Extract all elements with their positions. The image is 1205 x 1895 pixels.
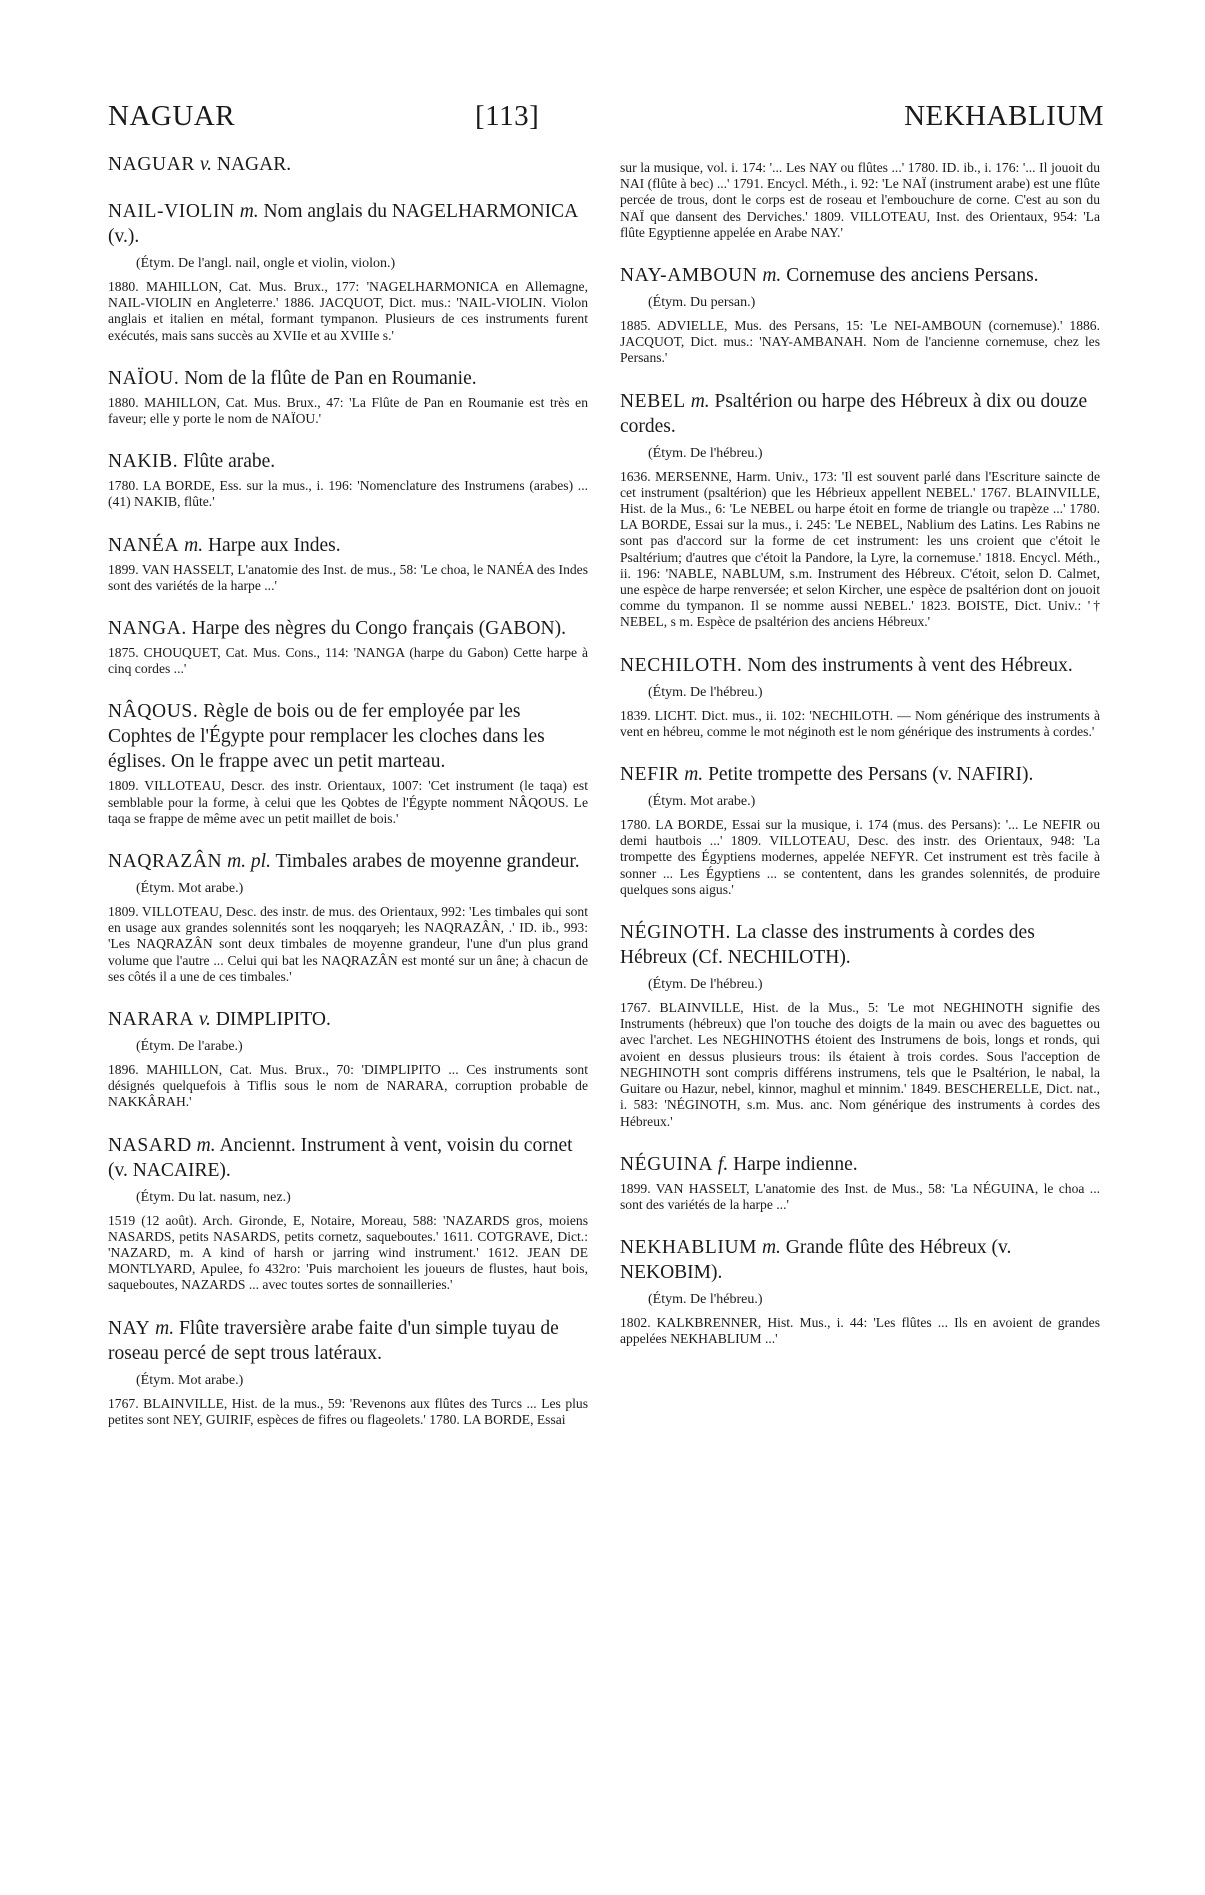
entry-spacer xyxy=(620,740,1100,762)
entry-heading xyxy=(108,1007,588,1032)
definition: Flûte arabe. xyxy=(183,451,276,473)
part-of-speech: v. xyxy=(199,154,212,175)
part-of-speech: m. xyxy=(239,201,259,222)
entry-heading xyxy=(620,1235,1100,1285)
etymology: (Étym. Du persan.) xyxy=(648,295,756,311)
dictionary-entry xyxy=(108,366,588,427)
entry-heading xyxy=(108,152,588,177)
entry-heading xyxy=(108,849,588,874)
citations: 1780. LA BORDE, Ess. sur la mus., i. 196: 'Nomenclature des Instrumens (arabes) ... (41) NAKIB, flûte.' xyxy=(108,478,588,510)
entry-heading xyxy=(108,449,588,474)
part-of-speech: v. xyxy=(198,1009,211,1031)
dictionary-entry xyxy=(108,449,588,510)
dictionary-entry xyxy=(108,152,588,177)
citations: 1880. MAHILLON, Cat. Mus. Brux., 177: 'NAGELHARMONICA en Allemagne, NAIL-VIOLIN en Angleterre.' 1886. JACQUOT, Dict. mus.: 'NAIL-VIOLIN. Violon anglais et italien en métal, formant tympanon. Plusieurs de ces instruments furent exécutés, mais sans succès au XVIIe et au XVIIIe s.' xyxy=(108,279,588,343)
dictionary-entry xyxy=(108,199,588,344)
entry-heading xyxy=(620,389,1100,439)
definition: La classe des instruments à cordes des Hébreux (Cf. NECHILOTH). xyxy=(620,922,1035,969)
entry-heading xyxy=(620,263,1100,288)
entry-heading xyxy=(108,616,588,641)
headword: NAÏOU. xyxy=(108,367,180,389)
citations: 1809. VILLOTEAU, Descr. des instr. Orientaux, 1007: 'Cet instrument (le taqa) est semblable pour la forme, à celui que les Qobtes de l'Égypte nomment NÂQOUS. Le taqa se frappe de même avec un petit maillet de bois.' xyxy=(108,778,588,826)
dictionary-entry xyxy=(108,1133,588,1294)
part-of-speech: m. xyxy=(196,1134,216,1156)
dictionary-entry xyxy=(108,533,588,594)
dictionary-entry xyxy=(620,653,1100,740)
definition: Timbales arabes de moyenne grandeur. xyxy=(275,851,580,873)
definition: DIMPLIPITO. xyxy=(215,1009,331,1031)
headword: NAY-AMBOUN xyxy=(620,265,758,287)
definition: Grande flûte des Hébreux (v. NEKOBIM). xyxy=(620,1237,1012,1284)
part-of-speech: f. xyxy=(717,1153,729,1175)
etymology: (Étym. De l'hébreu.) xyxy=(648,1292,763,1308)
etymology: (Étym. Mot arabe.) xyxy=(648,794,756,810)
running-header xyxy=(108,100,1108,144)
dictionary-entry xyxy=(620,1235,1100,1347)
headword: NEKHABLIUM xyxy=(620,1237,758,1259)
headword: NEBEL xyxy=(620,390,686,412)
citations: 1802. KALKBRENNER, Hist. Mus., i. 44: 'Les flûtes ... Ils en avoient de grandes appelées NEKHABLIUM ...' xyxy=(620,1315,1100,1347)
entry-heading xyxy=(108,699,588,774)
headword: NAY xyxy=(108,1317,151,1339)
dictionary-entry xyxy=(108,1316,588,1428)
etymology: (Étym. De l'hébreu.) xyxy=(648,445,763,461)
part-of-speech: m. xyxy=(690,390,710,412)
headword: NÉGINOTH. xyxy=(620,922,732,944)
definition: Harpe des nègres du Congo français (GABON). xyxy=(191,618,566,640)
headword: NAKIB. xyxy=(108,451,179,473)
dictionary-entry xyxy=(108,849,588,985)
definition: Anciennt. Instrument à vent, voisin du cornet (v. NACAIRE). xyxy=(108,1134,573,1181)
headword: NAQRAZÂN xyxy=(108,851,223,873)
etymology: (Étym. De l'arabe.) xyxy=(136,1039,243,1055)
definition: Nom des instruments à vent des Hébreux. xyxy=(747,654,1073,676)
citations: 1780. LA BORDE, Essai sur la musique, i. 174 (mus. des Persans): '... Le NEFIR ou demi hautbois ...' 1809. VILLOTEAU, Desc. des instr. des Orientaux, 948: 'La trompette des Égyptiens modernes, appelée NEFYR. Cet instrument est très facile à sonner ... Les Égyptiens ... se contentent, dans les grandes solennités, de produire quelques sons aigus.' xyxy=(620,817,1100,897)
header-right-guide: NEKHABLIUM xyxy=(904,100,1104,132)
entry-heading xyxy=(620,762,1100,787)
citations: sur la musique, vol. i. 174: '... Les NAY ou flûtes ...' 1780. ID. ib., i. 176: '... Il jouoit du NAI (flûte à bec) ...' 1791. Encycl. Méth., i. 92: 'Le NAÏ (instrument arabe) est une flûte percée de trous, dont le corps est de roseau et l'embouchure de corne. C'est au son du NAÏ que dansent des Derviches.' 1809. VILLOTEAU, Inst. des Orientaux, 954: 'La flûte Egyptienne appelée en Arabe NAY.' xyxy=(620,160,1100,240)
entry-spacer xyxy=(108,344,588,366)
left-column xyxy=(108,152,588,1428)
etymology: (Étym. De l'hébreu.) xyxy=(648,684,763,700)
entry-spacer xyxy=(620,1213,1100,1235)
citations: 1767. BLAINVILLE, Hist. de la Mus., 5: 'Le mot NEGHINOTH signifie des Instruments (hébreux) que l'on touche des doigts de la main ou avec des baguettes ou avec l'archet. Les NEGHINOTHS étoient des Instrumens de bois, longs et ronds, qui avoient en dessus plusieurs trous: ils étaient à trois cordes. Sous l'acception de NEGHINOTH sont compris différens instrumens, tels que le Psaltérion, le nabal, la Guitare ou Hazur, nebel, kinnor, maghul et minnim.' 1849. BESCHERELLE, Dict. nat., i. 583: 'NÉGINOTH, s.m. Mus. anc. Nom générique des instruments à cordes des Hébreux.' xyxy=(620,1000,1100,1129)
headword: NANÉA xyxy=(108,534,180,556)
citations: 1896. MAHILLON, Cat. Mus. Brux., 70: 'DIMPLIPITO ... Ces instruments sont désignés quelquefois à Tiflis sous le nom de NARARA, corruption probable de NAKKÂRAH.' xyxy=(108,1062,588,1110)
entry-heading xyxy=(108,199,588,249)
definition: Petite trompette des Persans (v. NAFIRI). xyxy=(708,764,1034,786)
etymology: (Étym. Du lat. nasum, nez.) xyxy=(136,1189,291,1205)
definition: Cornemuse des anciens Persans. xyxy=(786,265,1039,287)
headword: NASARD xyxy=(108,1134,192,1156)
entry-heading xyxy=(620,1152,1100,1177)
definition: Règle de bois ou de fer employée par les Cophtes de l'Égypte pour remplacer les cloches dans les églises. On le frappe avec un petit marteau. xyxy=(108,701,545,773)
definition: Harpe aux Indes. xyxy=(207,534,341,556)
part-of-speech: m. xyxy=(684,764,704,786)
citations: 1899. VAN HASSELT, L'anatomie des Inst. de mus., 58: 'Le choa, le NANÉA des Indes sont des variétés de la harpe ...' xyxy=(108,561,588,593)
part-of-speech: m. pl. xyxy=(227,851,271,873)
etymology: (Étym. Mot arabe.) xyxy=(136,1372,244,1388)
entry-spacer xyxy=(620,631,1100,653)
entry-spacer xyxy=(620,367,1100,389)
definition: Psaltérion ou harpe des Hébreux à dix ou douze cordes. xyxy=(620,390,1088,437)
citations: 1767. BLAINVILLE, Hist. de la mus., 59: 'Revenons aux flûtes des Turcs ... Les plus petites sont NEY, GUIRIF, espèces de fifres ou flageolets.' 1780. LA BORDE, Essai xyxy=(108,1395,588,1427)
dictionary-entry xyxy=(108,616,588,677)
dictionary-entry xyxy=(620,762,1100,898)
entry-heading xyxy=(108,1133,588,1183)
entry-spacer xyxy=(108,827,588,849)
part-of-speech: m. xyxy=(762,265,782,287)
entry-heading xyxy=(620,653,1100,678)
dictionary-entry xyxy=(620,263,1100,367)
citations: 1519 (12 août). Arch. Gironde, E, Notaire, Moreau, 588: 'NAZARDS gros, moiens NASARDS, petits NASARDS, petits cornetz, saqueboutes.' 1611. COTGRAVE, Dict.: 'NAZARD, m. A kind of harsh or jarring wind instrument.' 1612. JEAN DE MONTLYARD, Apulee, fo 432ro: 'Puis marchoient les joueurs de flustes, haut bois, saqueboutes, NAZARDS ... avec toutes sortes de sonnailleries.' xyxy=(108,1212,588,1293)
entry-spacer xyxy=(620,898,1100,920)
etymology: (Étym. De l'angl. nail, ongle et violin, violon.) xyxy=(136,256,396,271)
page-number: [113] xyxy=(475,100,540,132)
entry-heading xyxy=(620,920,1100,970)
part-of-speech: m. xyxy=(184,534,204,556)
header-left-guide: NAGUAR xyxy=(108,100,236,132)
entry-spacer xyxy=(108,1294,588,1316)
entry-heading xyxy=(108,533,588,558)
citations: 1839. LICHT. Dict. mus., ii. 102: 'NECHILOTH. — Nom générique des instruments à vent en hébreu, comme le mot néginoth est le nom générique des instruments à cordes.' xyxy=(620,707,1100,739)
citations: 1899. VAN HASSELT, L'anatomie des Inst. de Mus., 58: 'La NÉGUINA, le choa ... sont des variétés de la harpe ...' xyxy=(620,1180,1100,1212)
entry-spacer xyxy=(108,594,588,616)
entry-heading xyxy=(108,366,588,391)
entry-spacer xyxy=(620,1130,1100,1152)
definition: NAGAR. xyxy=(216,154,292,175)
dictionary-entry xyxy=(108,699,588,827)
headword: NANGA. xyxy=(108,618,187,640)
entry-spacer xyxy=(108,677,588,699)
headword: NARARA xyxy=(108,1009,194,1031)
citations: 1880. MAHILLON, Cat. Mus. Brux., 47: 'La Flûte de Pan en Roumanie est très en faveur; elle y porte le nom de NAÏOU.' xyxy=(108,394,588,427)
etymology: (Étym. De l'hébreu.) xyxy=(648,977,763,993)
entry-spacer xyxy=(108,985,588,1007)
entry-spacer xyxy=(108,427,588,449)
headword: NÉGUINA xyxy=(620,1153,714,1175)
citations: 1885. ADVIELLE, Mus. des Persans, 15: 'Le NEI-AMBOUN (cornemuse).' 1886. JACQUOT, Dict. mus.: 'NAY-AMBANAH. Nom de l'ancienne cornemuse, chez les Persans.' xyxy=(620,318,1100,366)
definition: Flûte traversière arabe faite d'un simple tuyau de roseau percé de sept trous latéraux. xyxy=(108,1317,559,1364)
headword: NÂQOUS. xyxy=(108,701,199,723)
part-of-speech: m. xyxy=(761,1237,781,1259)
definition: Nom anglais du NAGELHARMONICA (v.). xyxy=(108,201,578,247)
dictionary-entry xyxy=(620,160,1100,241)
citations: 1875. CHOUQUET, Cat. Mus. Cons., 114: 'NANGA (harpe du Gabon) Cette harpe à cinq cordes ...' xyxy=(108,645,588,677)
headword: NAIL-VIOLIN xyxy=(108,201,235,222)
definition: Nom de la flûte de Pan en Roumanie. xyxy=(184,367,477,389)
part-of-speech: m. xyxy=(155,1317,175,1339)
entry-heading xyxy=(108,1316,588,1366)
entry-spacer xyxy=(108,177,588,199)
definition: Harpe indienne. xyxy=(733,1153,858,1175)
headword: NAGUAR xyxy=(108,154,196,175)
dictionary-entry xyxy=(108,1007,588,1111)
headword: NEFIR xyxy=(620,764,680,786)
right-column xyxy=(620,156,1100,1348)
etymology: (Étym. Mot arabe.) xyxy=(136,881,244,897)
entry-spacer xyxy=(108,511,588,533)
headword: NECHILOTH. xyxy=(620,654,743,676)
entry-spacer xyxy=(620,241,1100,263)
citations: 1809. VILLOTEAU, Desc. des instr. de mus. des Orientaux, 992: 'Les timbales qui sont en usage aux grandes solennités sont les noqqaryeh; les NAQRAZÂN, .' ID. ib., 993: 'Les NAQRAZÂN sont deux timbales de moyenne grandeur, l'une d'un plus grand volume que l'autre ... Celui qui bat les NAQRAZÂN est monté sur un âne; à chacun de ses côtés il a une de ces timbales.' xyxy=(108,904,588,984)
dictionary-entry xyxy=(620,389,1100,631)
entry-spacer xyxy=(108,1111,588,1133)
dictionary-entry xyxy=(620,920,1100,1130)
citations: 1636. MERSENNE, Harm. Univ., 173: 'Il est souvent parlé dans l'Escriture saincte de cet instrument (psaltérion) que les Hébrieux appellent NEBEL.' 1767. BLAINVILLE, Hist. de la Mus., 6: 'Le NEBEL ou harpe étoit en forme de triangle ou trapèze ...' 1780. LA BORDE, Essai sur la mus., i. 245: 'Le NEBEL, Nablium des Latins. Les Rabins ne sont pas d'accord sur la forme de cet instrument: les uns croient que c'étoit le Psaltérium; d'autres que c'étoit la Pandore, la Lyre, la cornemuse.' 1818. Encycl. Méth., ii. 196: 'NABLE, NABLUM, s.m. Instrument des Hébreux. C'étoit, selon D. Calmet, une espèce de harpe renversée; et selon Kircher, une espèce de psaltérion dont on jouoit comme du tympanon. Il se nomme aussi NEBEL.' 1823. BOISTE, Dict. Univ.: '† NEBEL, s m. Espèce de psaltérion des anciens Hébreux.' xyxy=(620,468,1100,630)
dictionary-entry xyxy=(620,1152,1100,1213)
